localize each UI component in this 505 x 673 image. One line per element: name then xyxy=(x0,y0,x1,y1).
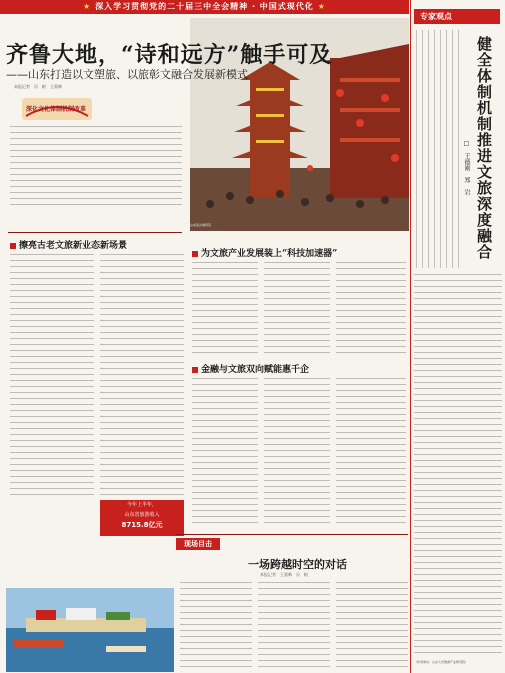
sidebar-title: 健全体制机制推进文旅深度融合 xyxy=(475,36,493,260)
scene-col1 xyxy=(180,582,252,670)
banner-text: 深入学习贯彻党的二十届三中全会精神 · 中国式现代化 xyxy=(95,2,314,11)
photo-caption: 山东某古城风景 xyxy=(190,223,212,227)
section-heading-2: 为文旅产业发展装上“科技加速器” xyxy=(192,246,337,259)
section2-col3 xyxy=(336,262,406,356)
column-separator xyxy=(410,0,411,673)
port-illustration xyxy=(6,588,174,672)
main-headline: 齐鲁大地，“诗和远方”触手可及 xyxy=(6,42,333,68)
stat-value: 8715.8亿元 xyxy=(121,521,163,529)
section2-col1 xyxy=(192,262,258,356)
port-photo xyxy=(6,588,174,672)
scene-byline: 本报记者 王嘉韩 冯 帆 xyxy=(260,572,308,577)
reform-logo xyxy=(22,96,92,122)
scene-col3 xyxy=(336,582,408,670)
main-byline: 本报记者 冯 帆 王嘉韩 xyxy=(14,84,62,89)
section1-col2 xyxy=(100,254,184,498)
section3-col1 xyxy=(192,378,258,526)
intro-text xyxy=(10,126,182,206)
scene-tag: 现场目击 xyxy=(176,538,220,550)
top-banner xyxy=(0,0,409,14)
sidebar-tag: 专家观点 xyxy=(414,9,500,24)
scene-col2 xyxy=(258,582,330,670)
star-icon: ★ xyxy=(317,2,326,11)
stat-highlight xyxy=(100,500,184,536)
scene-title: 一场跨越时空的对话 xyxy=(248,558,347,571)
reform-logo-text: 深化文化体制机制改革 xyxy=(26,106,87,113)
section3-col3 xyxy=(336,378,406,526)
sidebar-body xyxy=(414,274,502,658)
divider xyxy=(176,534,408,535)
section3-col2 xyxy=(264,378,330,526)
star-icon: ★ xyxy=(83,2,92,11)
sidebar-vertical-text xyxy=(416,30,460,268)
main-subheadline: ——山东打造以文塑旅、以旅彰文融合发展新模式 xyxy=(6,68,248,81)
sidebar-footnote: （作者单位：山东大学旅游产业研究院） xyxy=(414,660,469,664)
stat-line-2: 山东省旅游收入 xyxy=(124,512,160,518)
section-heading-3: 金融与文旅双向赋能惠千企 xyxy=(192,362,309,375)
section2-col2 xyxy=(264,262,330,356)
divider xyxy=(8,232,182,233)
section-heading-1: 擦亮古老文旅新业态新场景 xyxy=(10,238,127,251)
sidebar-author: □ 王德刚 郑 岩 xyxy=(463,140,470,195)
section1-col1 xyxy=(10,254,94,498)
stat-line-1: 今年上半年， xyxy=(126,502,157,508)
